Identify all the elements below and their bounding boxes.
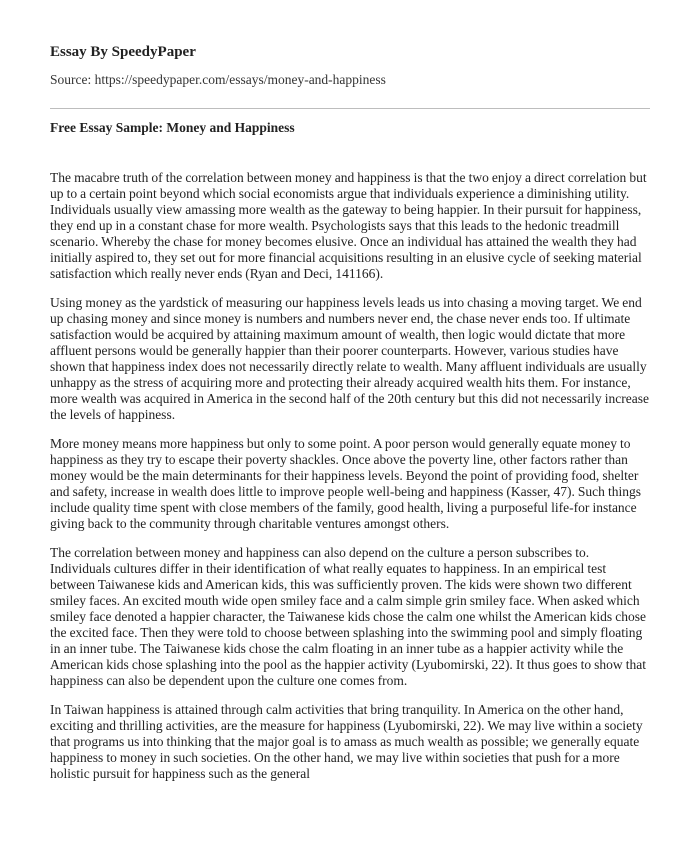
essay-paragraph: In Taiwan happiness is attained through calm activities that bring tranquility. In America on the other hand, exciting and thrilling activities, are the measure for happiness (Lyubomirski, 22). We may live within a society that programs us into thinking that the major goal is to amass as much wealth as possible; we generally equate happiness to money in such societies. On the other hand, we may live within societies that push for a more holistic pursuit for happiness such as the general: [50, 702, 643, 781]
source-line: Source: https://speedypaper.com/essays/money-and-happiness: [50, 72, 386, 87]
essay-paragraph: The macabre truth of the correlation between money and happiness is that the two enjoy a direct correlation but up to a certain point beyond which social economists argue that individuals experience a diminishing utility. Individuals usually view amassing more wealth as the gateway to being happier. In their pursuit for happiness, they end up in a constant chase for more wealth. Psychologists says that this leads to the hedonic treadmill scenario. Whereby the chase for money becomes elusive. Once an individual has attained the wealth they had initially aspired to, they set out for more financial acquisitions resulting in an elusive cycle of seeking material satisfaction which really never ends (Ryan and Deci, 141166).: [50, 170, 647, 281]
essay-paragraph: Using money as the yardstick of measuring our happiness levels leads us into chasing a moving target. We end up chasing money and since money is numbers and numbers never end, the chase never ends too. If ultimate satisfaction would be acquired by attaining maximum amount of wealth, then logic would dictate that more affluent persons would be generally happier than their poorer counterparts. However, various studies have shown that happiness index does not necessarily directly relate to wealth. Many affluent individuals are usually unhappy as the stress of acquiring more and protecting their already acquired wealth hits them. For instance, more wealth was acquired in America in the second half of the 20th century but this did not necessarily increase the levels of happiness.: [50, 295, 649, 422]
site-title: Essay By SpeedyPaper: [50, 44, 196, 60]
essay-paragraph: More money means more happiness but only to some point. A poor person would generally equate money to happiness as they try to escape their poverty shackles. Once above the poverty line, other factors rather than money would be the main determinants for their happiness levels. Beyond the point of providing food, shelter and safety, increase in wealth does little to improve people well-being and happiness (Kasser, 47). Such things include quality time spent with close members of the family, good health, living a purposeful life-for instance giving back to the community through charitable ventures amongst others.: [50, 436, 641, 531]
essay-title: Free Essay Sample: Money and Happiness: [50, 120, 295, 135]
essay-paragraph: The correlation between money and happiness can also depend on the culture a person subscribes to. Individuals cultures differ in their identification of what really equates to happiness. In an empirical test between Taiwanese kids and American kids, this was sufficiently proven. The kids were shown two different smiley faces. An excited mouth wide open smiley face and a calm simple grin smiley face. When asked which smiley face denoted a happier character, the Taiwanese kids chose the calm one whilst the American kids chose the excited face. Then they were told to choose between splashing into the swimming pool and simply floating in an inner tube. The Taiwanese kids chose the calm floating in an inner tube as a happier activity while the American kids chose splashing into the pool as the happier activity (Lyubomirski, 22). It thus goes to show that happiness can also be dependent upon the culture one comes from.: [50, 545, 647, 688]
header-divider: [50, 108, 650, 109]
essay-body: [50, 170, 650, 838]
